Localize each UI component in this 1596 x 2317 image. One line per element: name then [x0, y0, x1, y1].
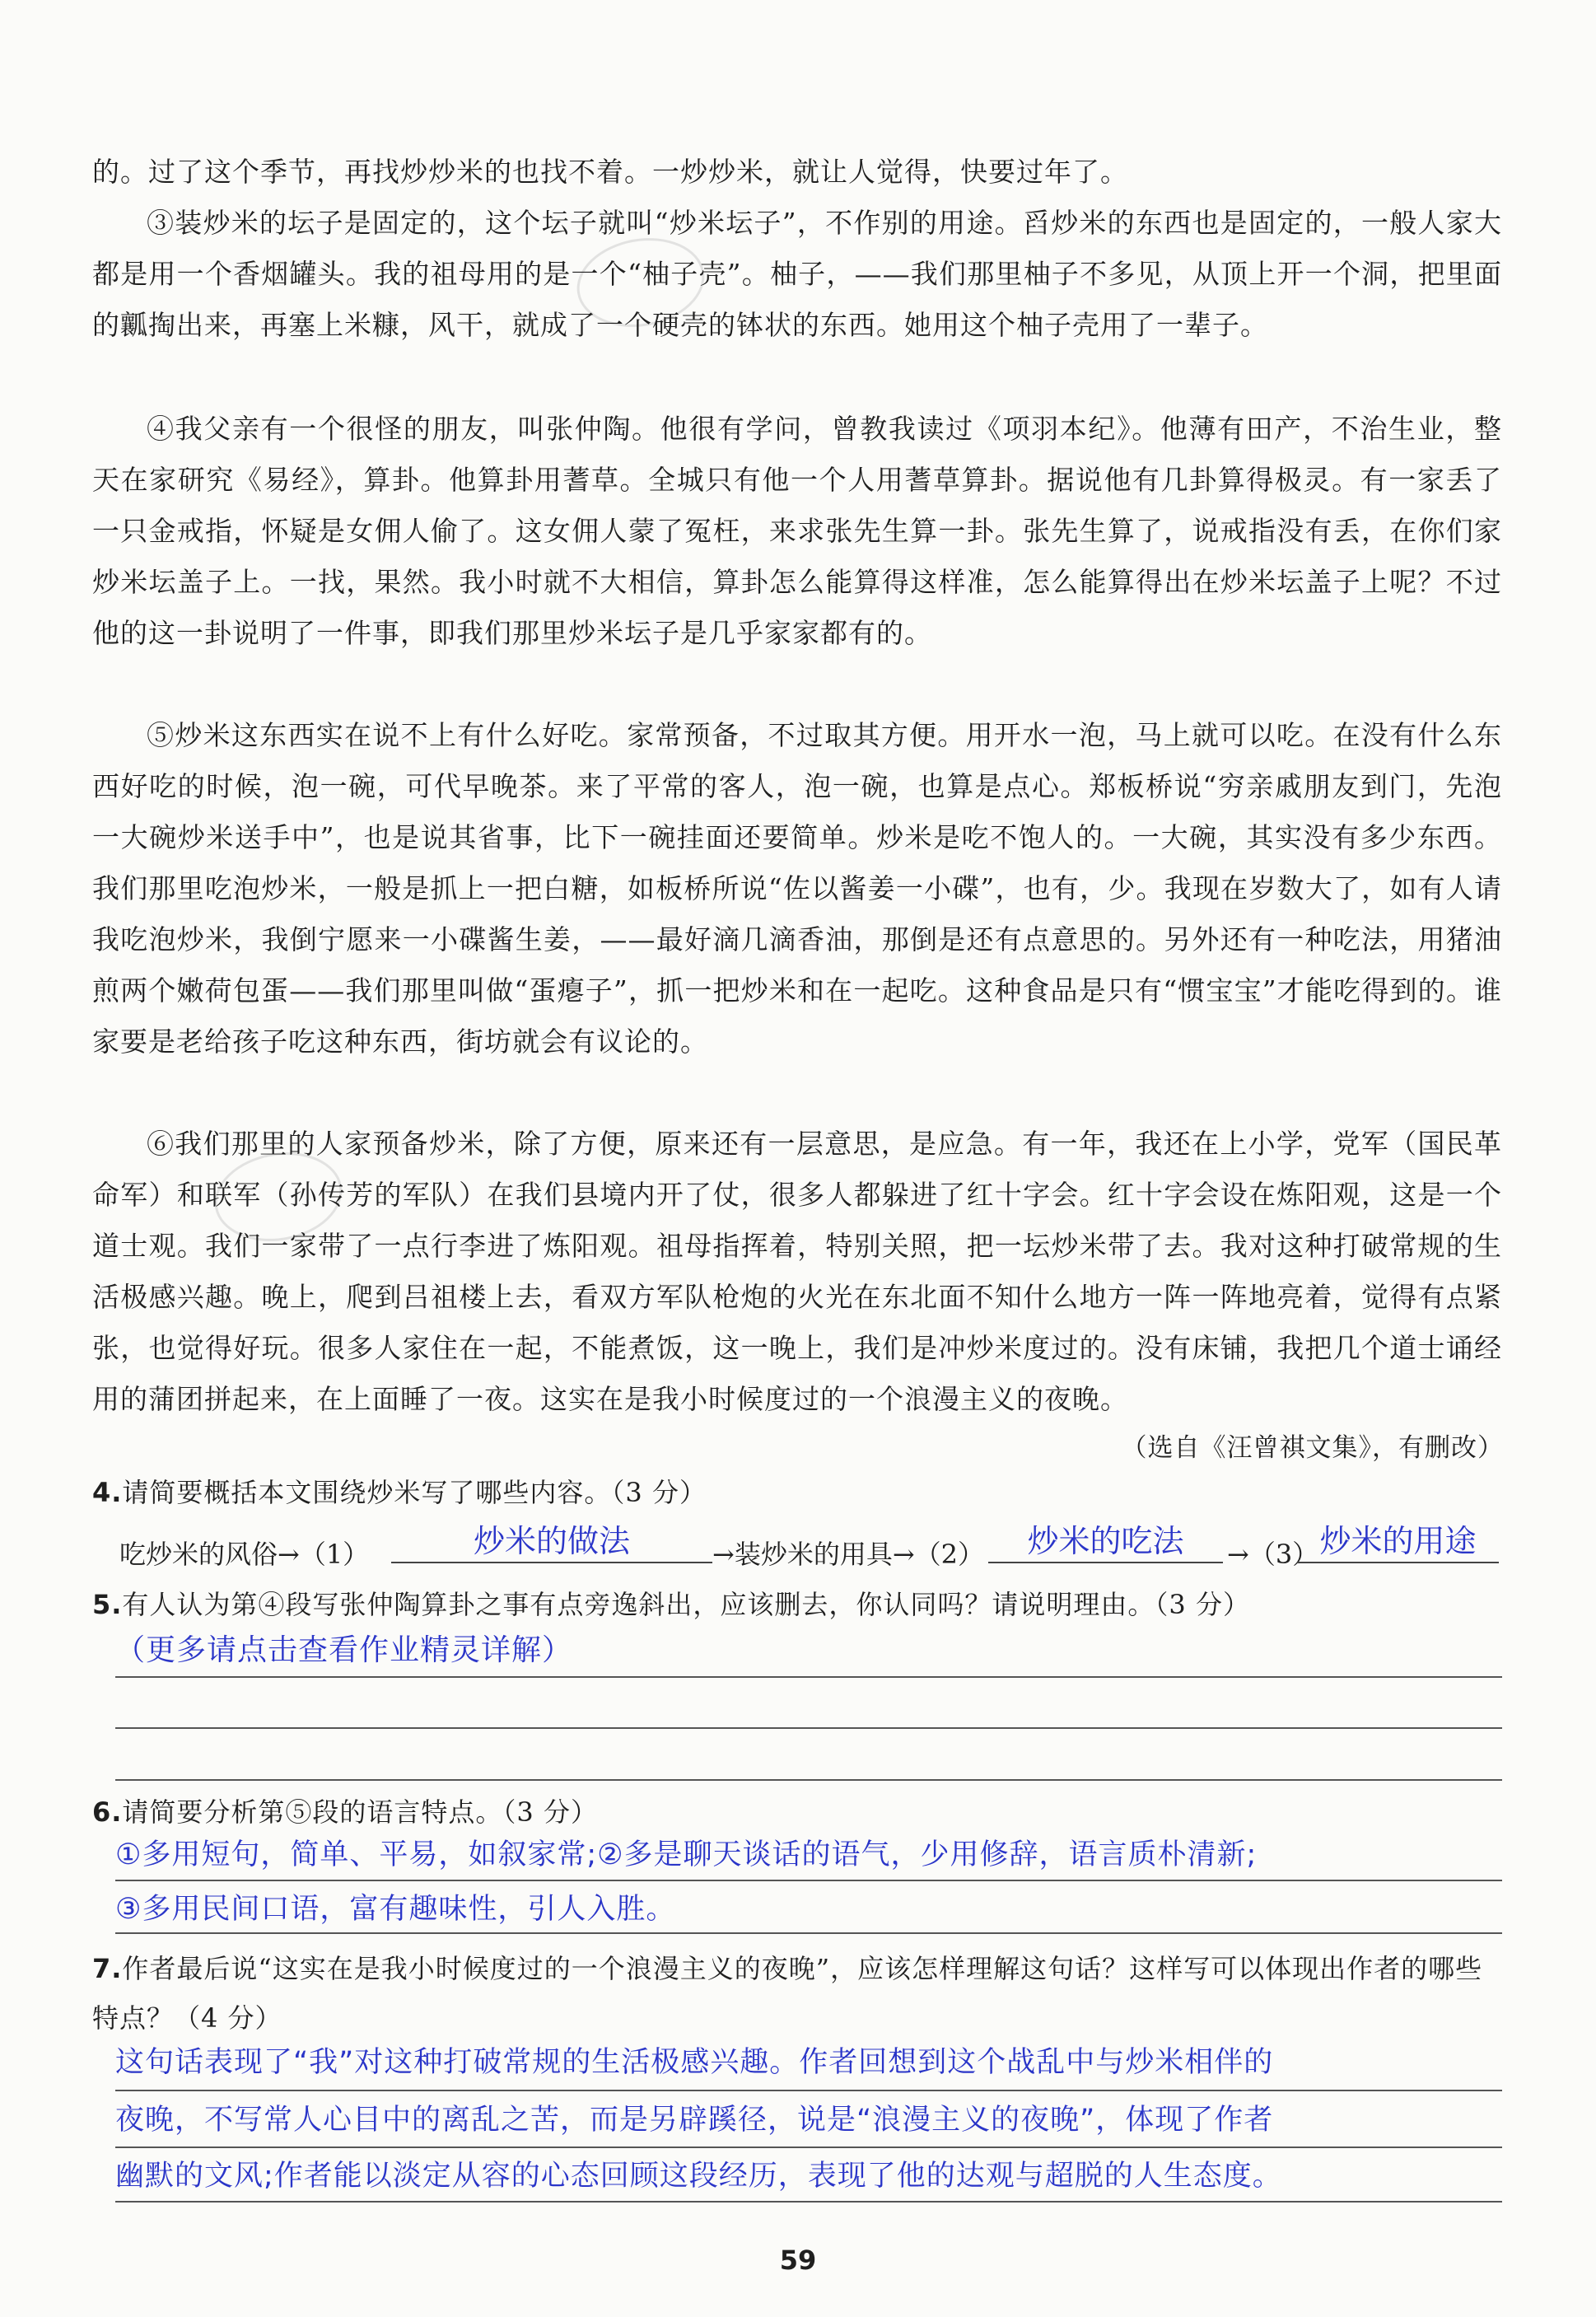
flow-arrow-text-3: →（3） [1227, 1539, 1319, 1570]
answer-line [115, 2090, 1502, 2091]
q7-answer-line-2: 夜晚，不写常人心目中的离乱之苦，而是另辟蹊径，说是“浪漫主义的夜晚”，体现了作者 [115, 2104, 1274, 2137]
paragraph-continued: 的。过了这个季节，再找炒炒米的也找不着。一炒炒米，就让人觉得，快要过年了。 [92, 156, 1128, 188]
question-7 [92, 1944, 1502, 2043]
question-text: 请简要分析第⑤段的语言特点。（3 分） [122, 1796, 598, 1828]
q4-blank-2[interactable]: 炒米的吃法 [988, 1516, 1223, 1563]
q6-answer-line-1: ①多用短句，简单、平易，如叙家常;②多是聊天谈话的语气，少用修辞，语言质朴清新; [115, 1838, 1258, 1871]
answer-line [115, 1727, 1502, 1729]
q7-answer-line-3: 幽默的文风;作者能以淡定从容的心态回顾这段经历，表现了他的达观与超脱的人生态度。 [115, 2160, 1282, 2193]
question-number: 4. [92, 1477, 123, 1508]
q4-blank-3[interactable]: 炒米的用途 [1297, 1516, 1499, 1563]
question-number: 7. [92, 1953, 123, 1984]
answer-line [115, 2201, 1502, 2203]
paragraph-5: ⑤炒米这东西实在说不上有什么好吃。家常预备，不过取其方便。用开水一泡，马上就可以吃。在没有什么东西好吃的时候，泡一碗，可代早晚茶。来了平常的客人，泡一碗，也算是点心。郑板桥说“穷亲戚朋友到门，先泡一大碗炒米送手中”，也是说其省事，比下一碗挂面还要简单。炒米是吃不饱人的。一大碗，其实没有多少东西。我们那里吃泡炒米，一般是抓上一把白糖，如板桥所说“佐以酱姜一小碟”，也有，少。我现在岁数大了，如有人请我吃泡炒米，我倒宁愿来一小碟酱生姜，——最好滴几滴香油，那倒是还有点意思的。另外还有一种吃法，用猪油煎两个嫩荷包蛋——我们那里叫做“蛋瘪子”，抓一把炒米和在一起吃。这种食品是只有“惯宝宝”才能吃得到的。谁家要是老给孩子吃这种东西，街坊就会有议论的。 [92, 719, 1502, 1058]
q4-blank-1[interactable]: 炒米的做法 [391, 1516, 712, 1563]
answer-line [115, 1932, 1502, 1934]
answer-line [115, 1676, 1502, 1678]
page-number: 59 [779, 2245, 817, 2276]
q4-flow-answer [119, 1516, 1519, 1573]
q7-answer-line-1: 这句话表现了“我”对这种打破常规的生活极感兴趣。作者回想到这个战乱中与炒米相伴的 [115, 2046, 1274, 2079]
question-text: 有人认为第④段写张仲陶算卦之事有点旁逸斜出，应该删去，你认同吗？请说明理由。（3 分） [122, 1589, 1250, 1620]
paragraph-6: ⑥我们那里的人家预备炒米，除了方便，原来还有一层意思，是应急。有一年，我还在上小学，党军（国民革命军）和联军（孙传芳的军队）在我们县境内开了仗，很多人都躲进了红十字会。红十字会设在炼阳观，这是一个道士观。我们一家带了一点行李进了炼阳观。祖母指挥着，特别关照，把一坛炒米带了去。我对这种打破常规的生活极感兴趣。晚上，爬到吕祖楼上去，看双方军队枪炮的火光在东北面不知什么地方一阵一阵地亮着，觉得有点紧张，也觉得好玩。很多人家住在一起，不能煮饭，这一晚上，我们是冲炒米度过的。没有床铺，我把几个道士诵经用的蒲团拼起来，在上面睡了一夜。这实在是我小时候度过的一个浪漫主义的夜晚。 [92, 1128, 1502, 1415]
q5-answer-link[interactable]: （更多请点击查看作业精灵详解） [115, 1633, 573, 1667]
answer-line [115, 1779, 1502, 1781]
question-4 [92, 1468, 1502, 1517]
question-number: 6. [92, 1796, 123, 1828]
flow-arrow-text-2: →装炒米的用具→（2） [712, 1539, 984, 1570]
q6-answer-line-2: ③多用民间口语，富有趣味性，引人入胜。 [115, 1893, 676, 1926]
flow-start-text: 吃炒米的风俗→（1） [119, 1539, 370, 1570]
question-text: 作者最后说“这实在是我小时候度过的一个浪漫主义的夜晚”，应该怎样理解这句话？这样写可以体现出作者的哪些特点？（4 分） [92, 1953, 1483, 2034]
source-citation: （选自《汪曾祺文集》，有删改） [1121, 1433, 1504, 1463]
question-number: 5. [92, 1589, 123, 1620]
paragraph-4: ④我父亲有一个很怪的朋友，叫张仲陶。他很有学问，曾教我读过《项羽本纪》。他薄有田产，不治生业，整天在家研究《易经》，算卦。他算卦用蓍草。全城只有他一个人用蓍草算卦。据说他有几卦算得极灵。有一家丢了一只金戒指，怀疑是女佣人偷了。这女佣人蒙了冤枉，来求张先生算一卦。张先生算了，说戒指没有丢，在你们家炒米坛盖子上。一找，果然。我小时就不大相信，算卦怎么能算得这样准，怎么能算得出在炒米坛盖子上呢？不过他的这一卦说明了一件事，即我们那里炒米坛子是几乎家家都有的。 [92, 413, 1502, 649]
question-text: 请简要概括本文围绕炒米写了哪些内容。（3 分） [122, 1477, 707, 1508]
paragraph-3: ③装炒米的坛子是固定的，这个坛子就叫“炒米坛子”，不作别的用途。舀炒米的东西也是固定的，一般人家大都是用一个香烟罐头。我的祖母用的是一个“柚子壳”。柚子，——我们那里柚子不多见，从顶上开一个洞，把里面的瓤掏出来，再塞上米糠，风干，就成了一个硬壳的钵状的东西。她用这个柚子壳用了一辈子。 [92, 207, 1502, 341]
question-5 [92, 1580, 1502, 1629]
